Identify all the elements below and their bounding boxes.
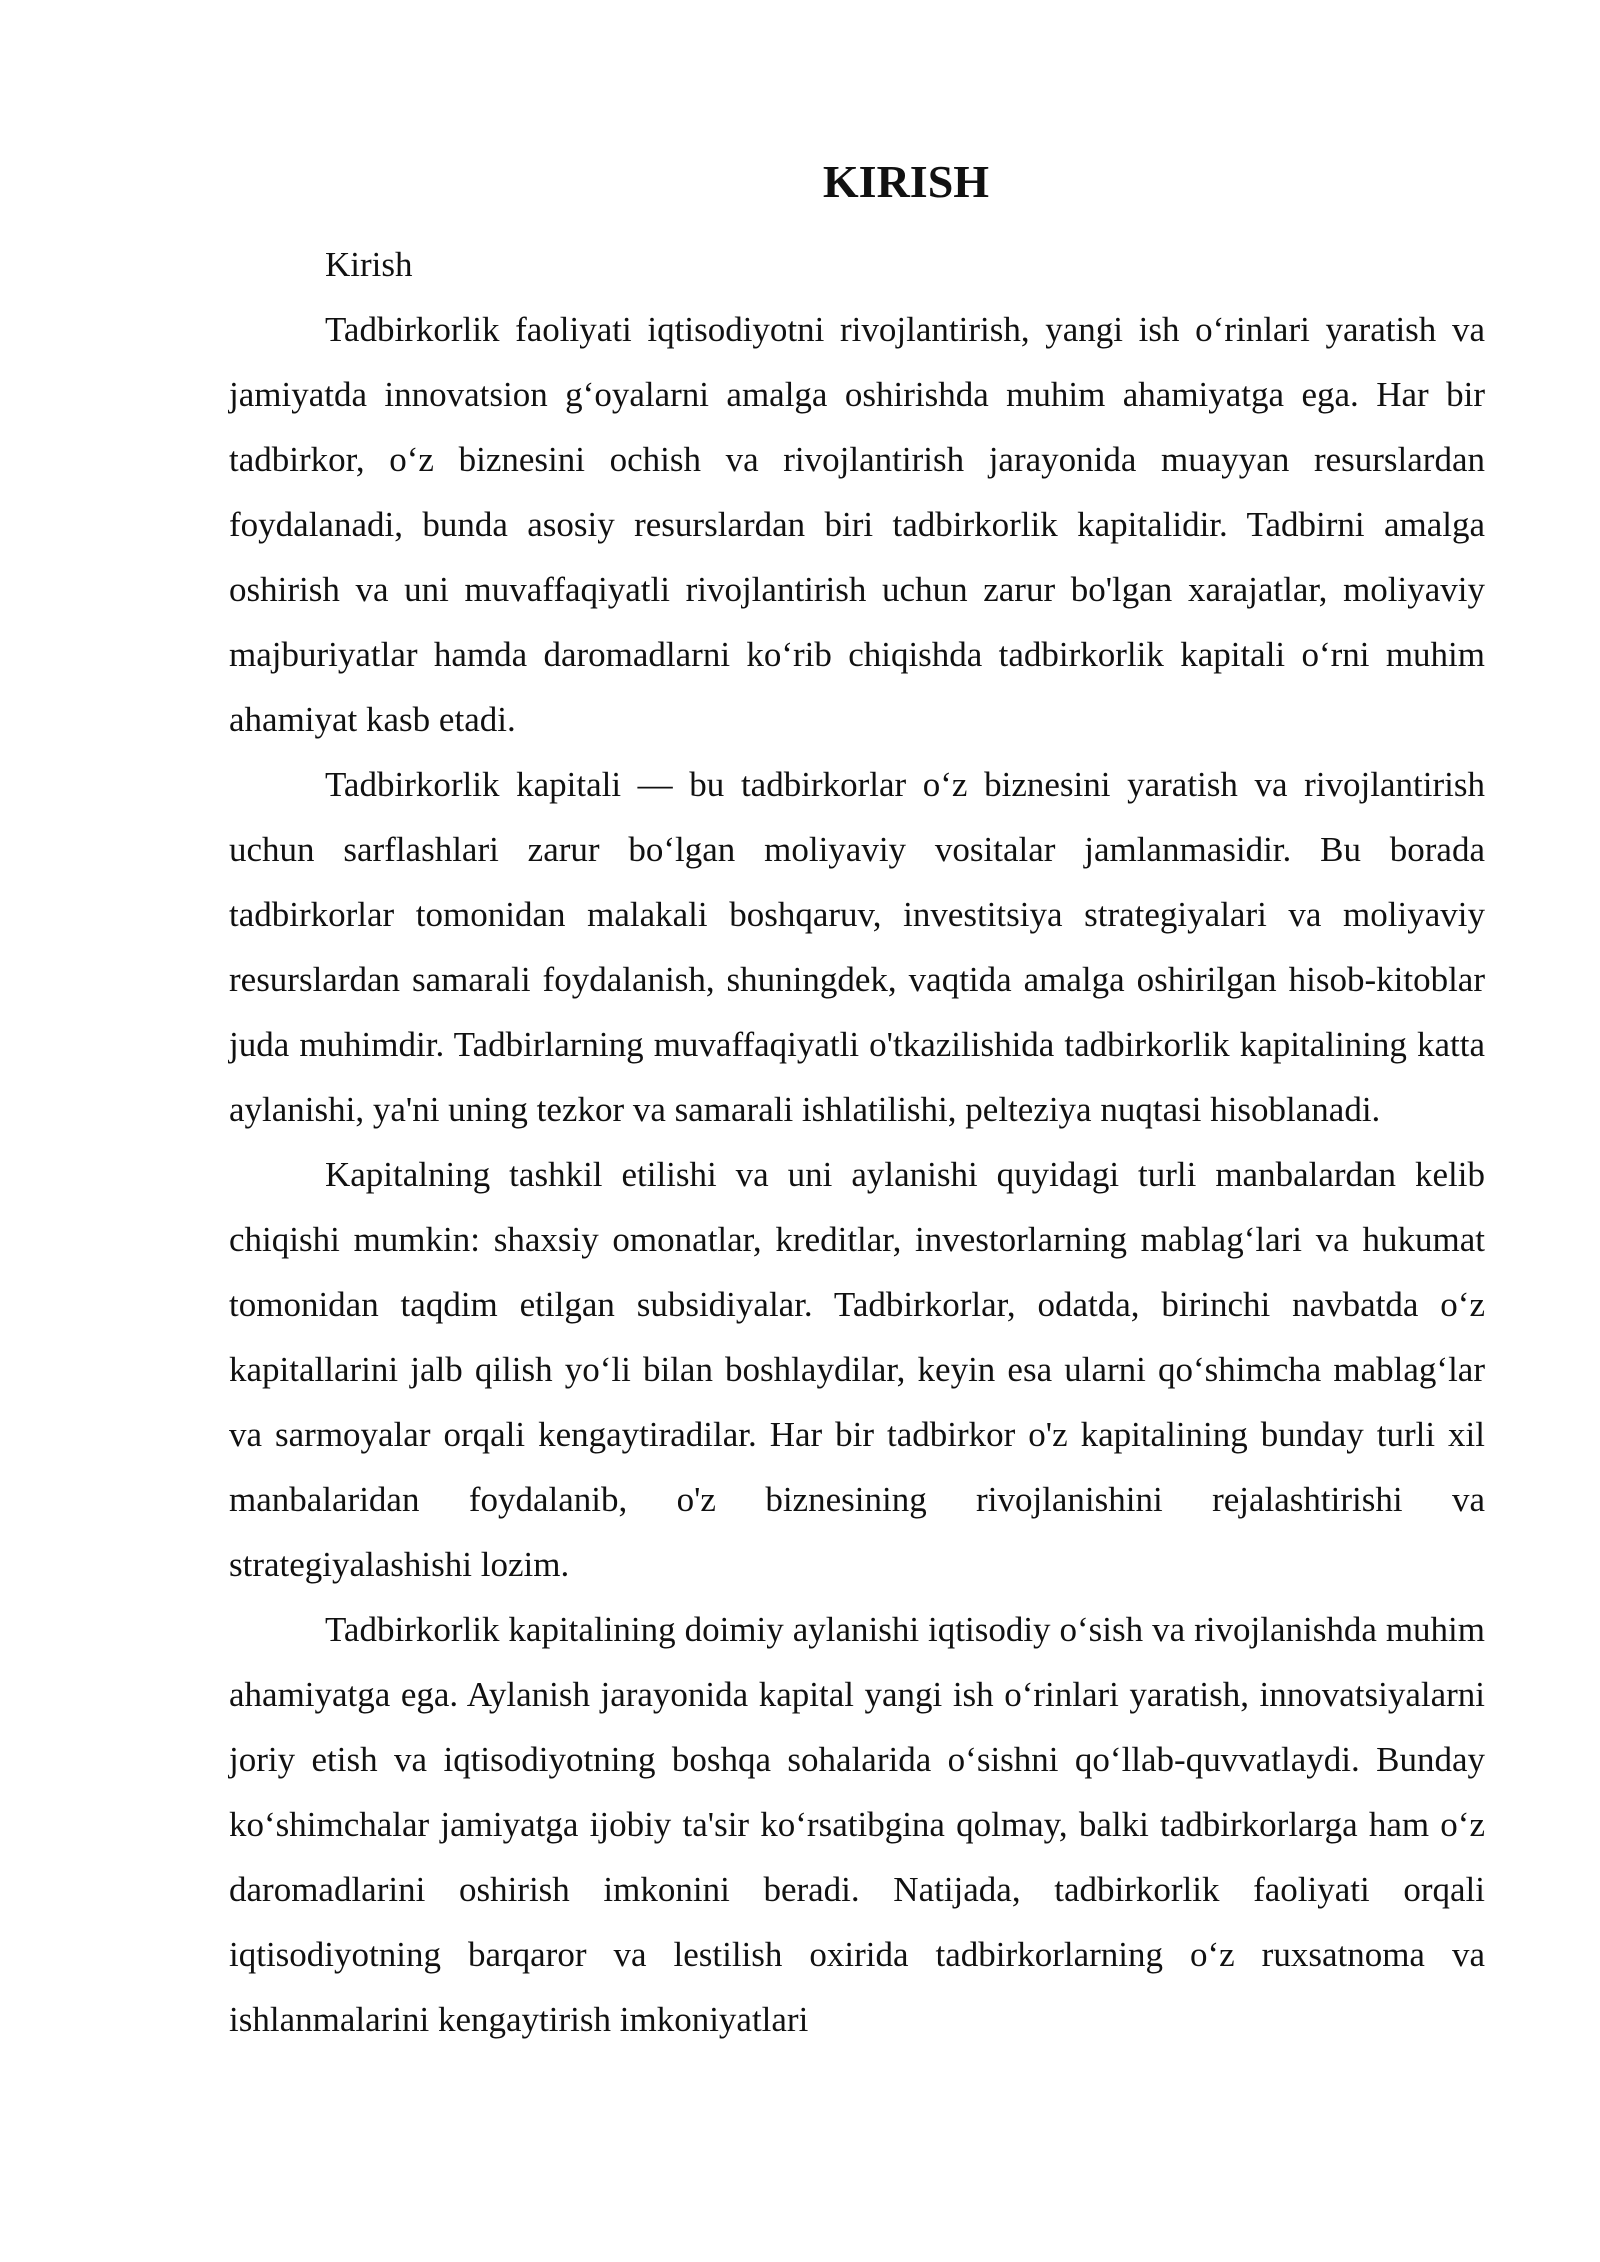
paragraph-2: Tadbirkorlik kapitali — bu tadbirkorlar o‘z biznesini yaratish va rivojlantirish uchun sarflashlari zarur bo‘lgan moliyaviy vositalar jamlanmasidir. Bu borada tadbirkorlar tomonidan malakali boshqaruv, investitsiya strategiyalari va moliyaviy resurslardan samarali foydalanish, shuningdek, vaqtida amalga oshirilgan hisob-kitoblar juda muhimdir. Tadbirlarning muvaffaqiyatli o'tkazilishida tadbirkorlik kapitalining katta aylanishi, ya'ni uning tezkor va samarali ishlatilishi, pelteziya nuqtasi hisoblanadi. xyxy=(229,765,1485,1129)
page-title: KIRISH xyxy=(822,156,990,207)
paragraph-1: Tadbirkorlik faoliyati iqtisodiyotni rivojlantirish, yangi ish o‘rinlari yaratish va jamiyatda innovatsion g‘oyalarni amalga oshirishda muhim ahamiyatga ega. Har bir tadbirkor, o‘z biznesini ochish va rivojlantirish jarayonida muayyan resurslardan foydalanadi, bunda asosiy resurslardan biri tadbirkorlik kapitalidir. Tadbirni amalga oshirish va uni muvaffaqiyatli rivojlantirish uchun zarur bo'lgan xarajatlar, moliyaviy majburiyatlar hamda daromadlarni ko‘rib chiqishda tadbirkorlik kapitali o‘rni muhim ahamiyat kasb etadi. xyxy=(229,310,1485,739)
paragraph-4: Tadbirkorlik kapitalining doimiy aylanishi iqtisodiy o‘sish va rivojlanishda muhim ahamiyatga ega. Aylanish jarayonida kapital yangi ish o‘rinlari yaratish, innovatsiyalarni joriy etish va iqtisodiyotning boshqa sohalarida o‘sishni qo‘llab-quvvatlaydi. Bunday ko‘shimchalar jamiyatga ijobiy ta'sir ko‘rsatibgina qolmay, balki tadbirkorlarga ham o‘z daromadlarini oshirish imkonini beradi. Natijada, tadbirkorlik faoliyati orqali iqtisodiyotning barqaror va lestilish oxirida tadbirkorlarning o‘z ruxsatnoma va ishlanmalarini kengaytirish imkoniyatlari xyxy=(229,1610,1485,2039)
document-body xyxy=(229,232,1485,2052)
section-subheading: Kirish xyxy=(325,245,413,284)
paragraph-3: Kapitalning tashkil etilishi va uni aylanishi quyidagi turli manbalardan kelib chiqishi mumkin: shaxsiy omonatlar, kreditlar, investorlarning mablag‘lari va hukumat tomonidan taqdim etilgan subsidiyalar. Tadbirkorlar, odatda, birinchi navbatda o‘z kapitallarini jalb qilish yo‘li bilan boshlaydilar, keyin esa ularni qo‘shimcha mablag‘lar va sarmoyalar orqali kengaytiradilar. Har bir tadbirkor o'z kapitalining bunday turli xil manbalaridan foydalanib, o'z biznesining rivojlanishini rejalashtirishi va strategiyalashishi lozim. xyxy=(229,1155,1485,1584)
